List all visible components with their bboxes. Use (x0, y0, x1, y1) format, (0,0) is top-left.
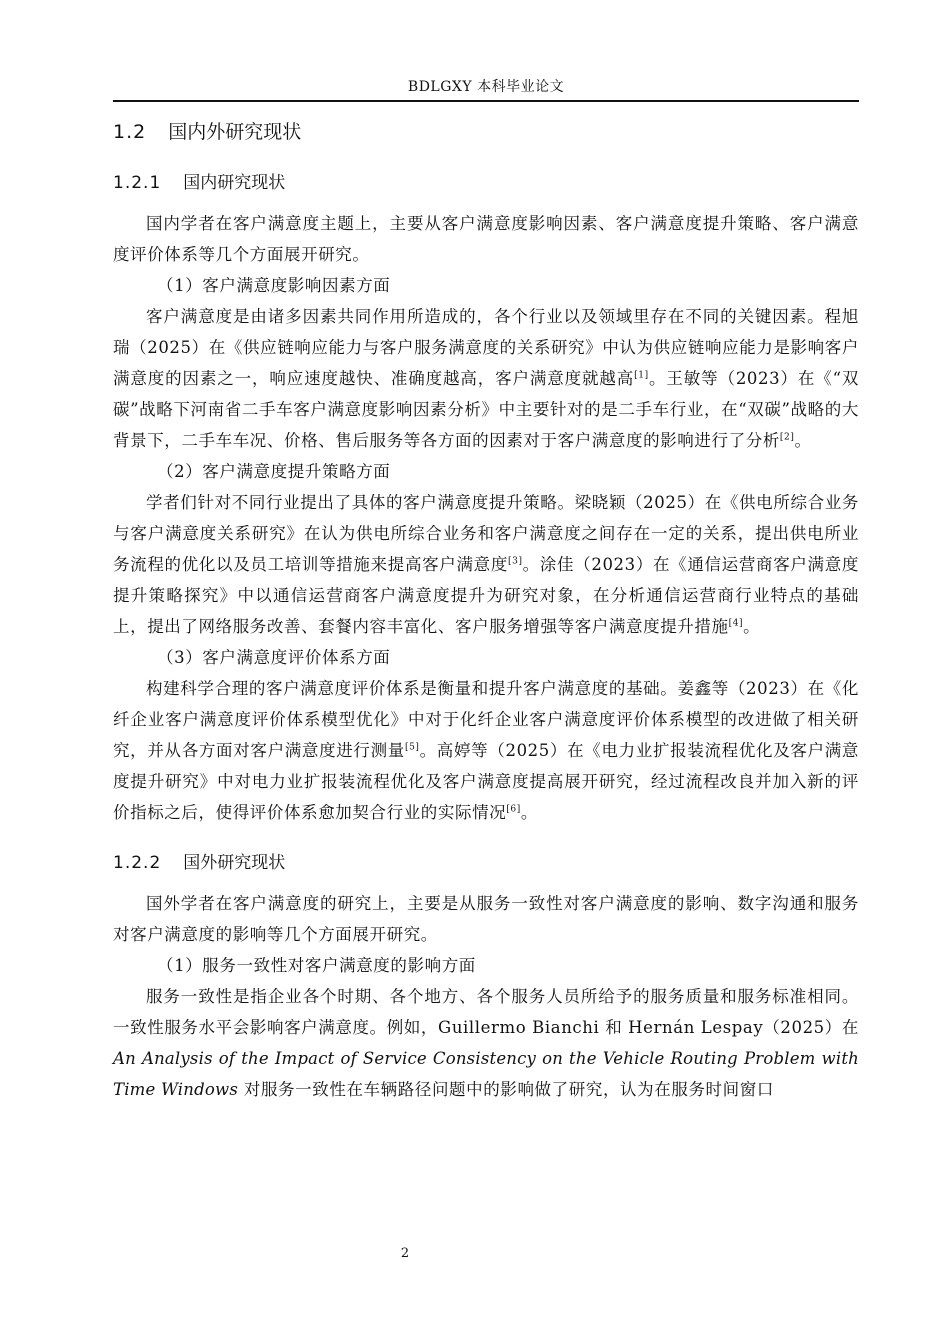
header-rule (113, 100, 859, 102)
domestic-paragraph-2 (113, 487, 859, 642)
citation-ref[interactable]: [6] (506, 804, 521, 815)
subsection-heading-foreign (113, 846, 859, 880)
domestic-paragraph-3 (113, 673, 859, 828)
subsection-number: 1.2.1 (113, 173, 162, 193)
page-header: BDLGXY 本科毕业论文 (407, 79, 565, 95)
foreign-paragraph-1 (113, 981, 859, 1105)
text-run: 构建科学合理的客户满意度评价体系是衡量和提升客户满意度的基础。姜鑫等（2023）在《化纤企业客户满意度评价体系模型优化》中对于化纤企业客户满意度评价体系模型的改进做了相关研究，并从各方面对客户满意度进行测量 (113, 679, 859, 760)
text-run: 。 (520, 803, 538, 822)
domestic-subheading-3: （3）客户满意度评价体系方面 (157, 648, 391, 667)
text-run: 。高婷等（2025）在《电力业扩报装流程优化及客户满意度提升研究》中对电力业扩报装流程优化及客户满意度提高展开研究，经过流程改良并加入新的评价指标之后，使得评价体系愈加契合行业的实际情况 (113, 741, 859, 822)
foreign-intro: 国外学者在客户满意度的研究上，主要是从服务一致性对客户满意度的影响、数字沟通和服务对客户满意度的影响等几个方面展开研究。 (113, 894, 859, 944)
foreign-subheading-1: （1）服务一致性对客户满意度的影响方面 (157, 956, 476, 975)
domestic-subheading-1: （1）客户满意度影响因素方面 (157, 276, 391, 295)
subsection-number: 1.2.2 (113, 853, 162, 873)
section-number: 1.2 (113, 121, 147, 143)
subsection-title: 国内研究现状 (183, 173, 286, 193)
text-run: 。涂佳（2023）在《通信运营商客户满意度提升策略探究》中以通信运营商客户满意度提升为研究对象，在分析通信运营商行业特点的基础上，提出了网络服务改善、套餐内容丰富化、客户服务增强等客户满意度提升措施 (113, 555, 860, 636)
domestic-subheading-2: （2）客户满意度提升策略方面 (157, 462, 391, 481)
section-title: 国内外研究现状 (168, 121, 302, 143)
page-body (113, 116, 859, 1105)
citation-ref[interactable]: [3] (508, 556, 523, 567)
text-run: 。 (743, 617, 761, 636)
text-run: 对服务一致性在车辆路径问题中的影响做了研究，认为在服务时间窗口 (238, 1080, 774, 1099)
text-run: 学者们针对不同行业提出了具体的客户满意度提升策略。梁晓颖（2025）在《供电所综合业务与客户满意度关系研究》在认为供电所综合业务和客户满意度之间存在一定的关系，提出供电所业务流程的优化以及员工培训等措施来提高客户满意度 (113, 493, 859, 574)
citation-ref[interactable]: [4] (728, 618, 744, 629)
citation-ref[interactable]: [5] (404, 742, 420, 753)
subsection-heading-domestic (113, 166, 859, 200)
citation-ref[interactable]: [2] (779, 432, 795, 443)
cited-title: An Analysis of the Impact of Service Consistency on the Vehicle Routing Problem with Time Windows (113, 1049, 859, 1099)
domestic-paragraph-1 (113, 301, 859, 456)
subsection-title: 国外研究现状 (183, 853, 286, 873)
text-run: 客户满意度是由诸多因素共同作用所造成的，各个行业以及领域里存在不同的关键因素。程旭瑞（2025）在《供应链响应能力与客户服务满意度的关系研究》中认为供应链响应能力是影响客户满意度的因素之一，响应速度越快、准确度越高，客户满意度就越高 (113, 307, 859, 388)
citation-ref[interactable]: [1] (634, 370, 649, 381)
text-run: 服务一致性是指企业各个时期、各个地方、各个服务人员所给予的服务质量和服务标准相同。一致性服务水平会影响客户满意度。例如，Guillermo Bianchi 和 Hernán Lespay（2025）在 (113, 987, 859, 1037)
page-number: 2 (400, 1246, 410, 1261)
section-heading (113, 116, 859, 148)
text-run: 。 (794, 431, 812, 450)
domestic-intro: 国内学者在客户满意度主题上，主要从客户满意度影响因素、客户满意度提升策略、客户满意度评价体系等几个方面展开研究。 (113, 214, 859, 264)
text-run: 。王敏等（2023）在《“双碳”战略下河南省二手车客户满意度影响因素分析》中主要针对的是二手车行业，在“双碳”战略的大背景下，二手车车况、价格、售后服务等各方面的因素对于客户满意度的影响进行了分析 (113, 369, 860, 450)
